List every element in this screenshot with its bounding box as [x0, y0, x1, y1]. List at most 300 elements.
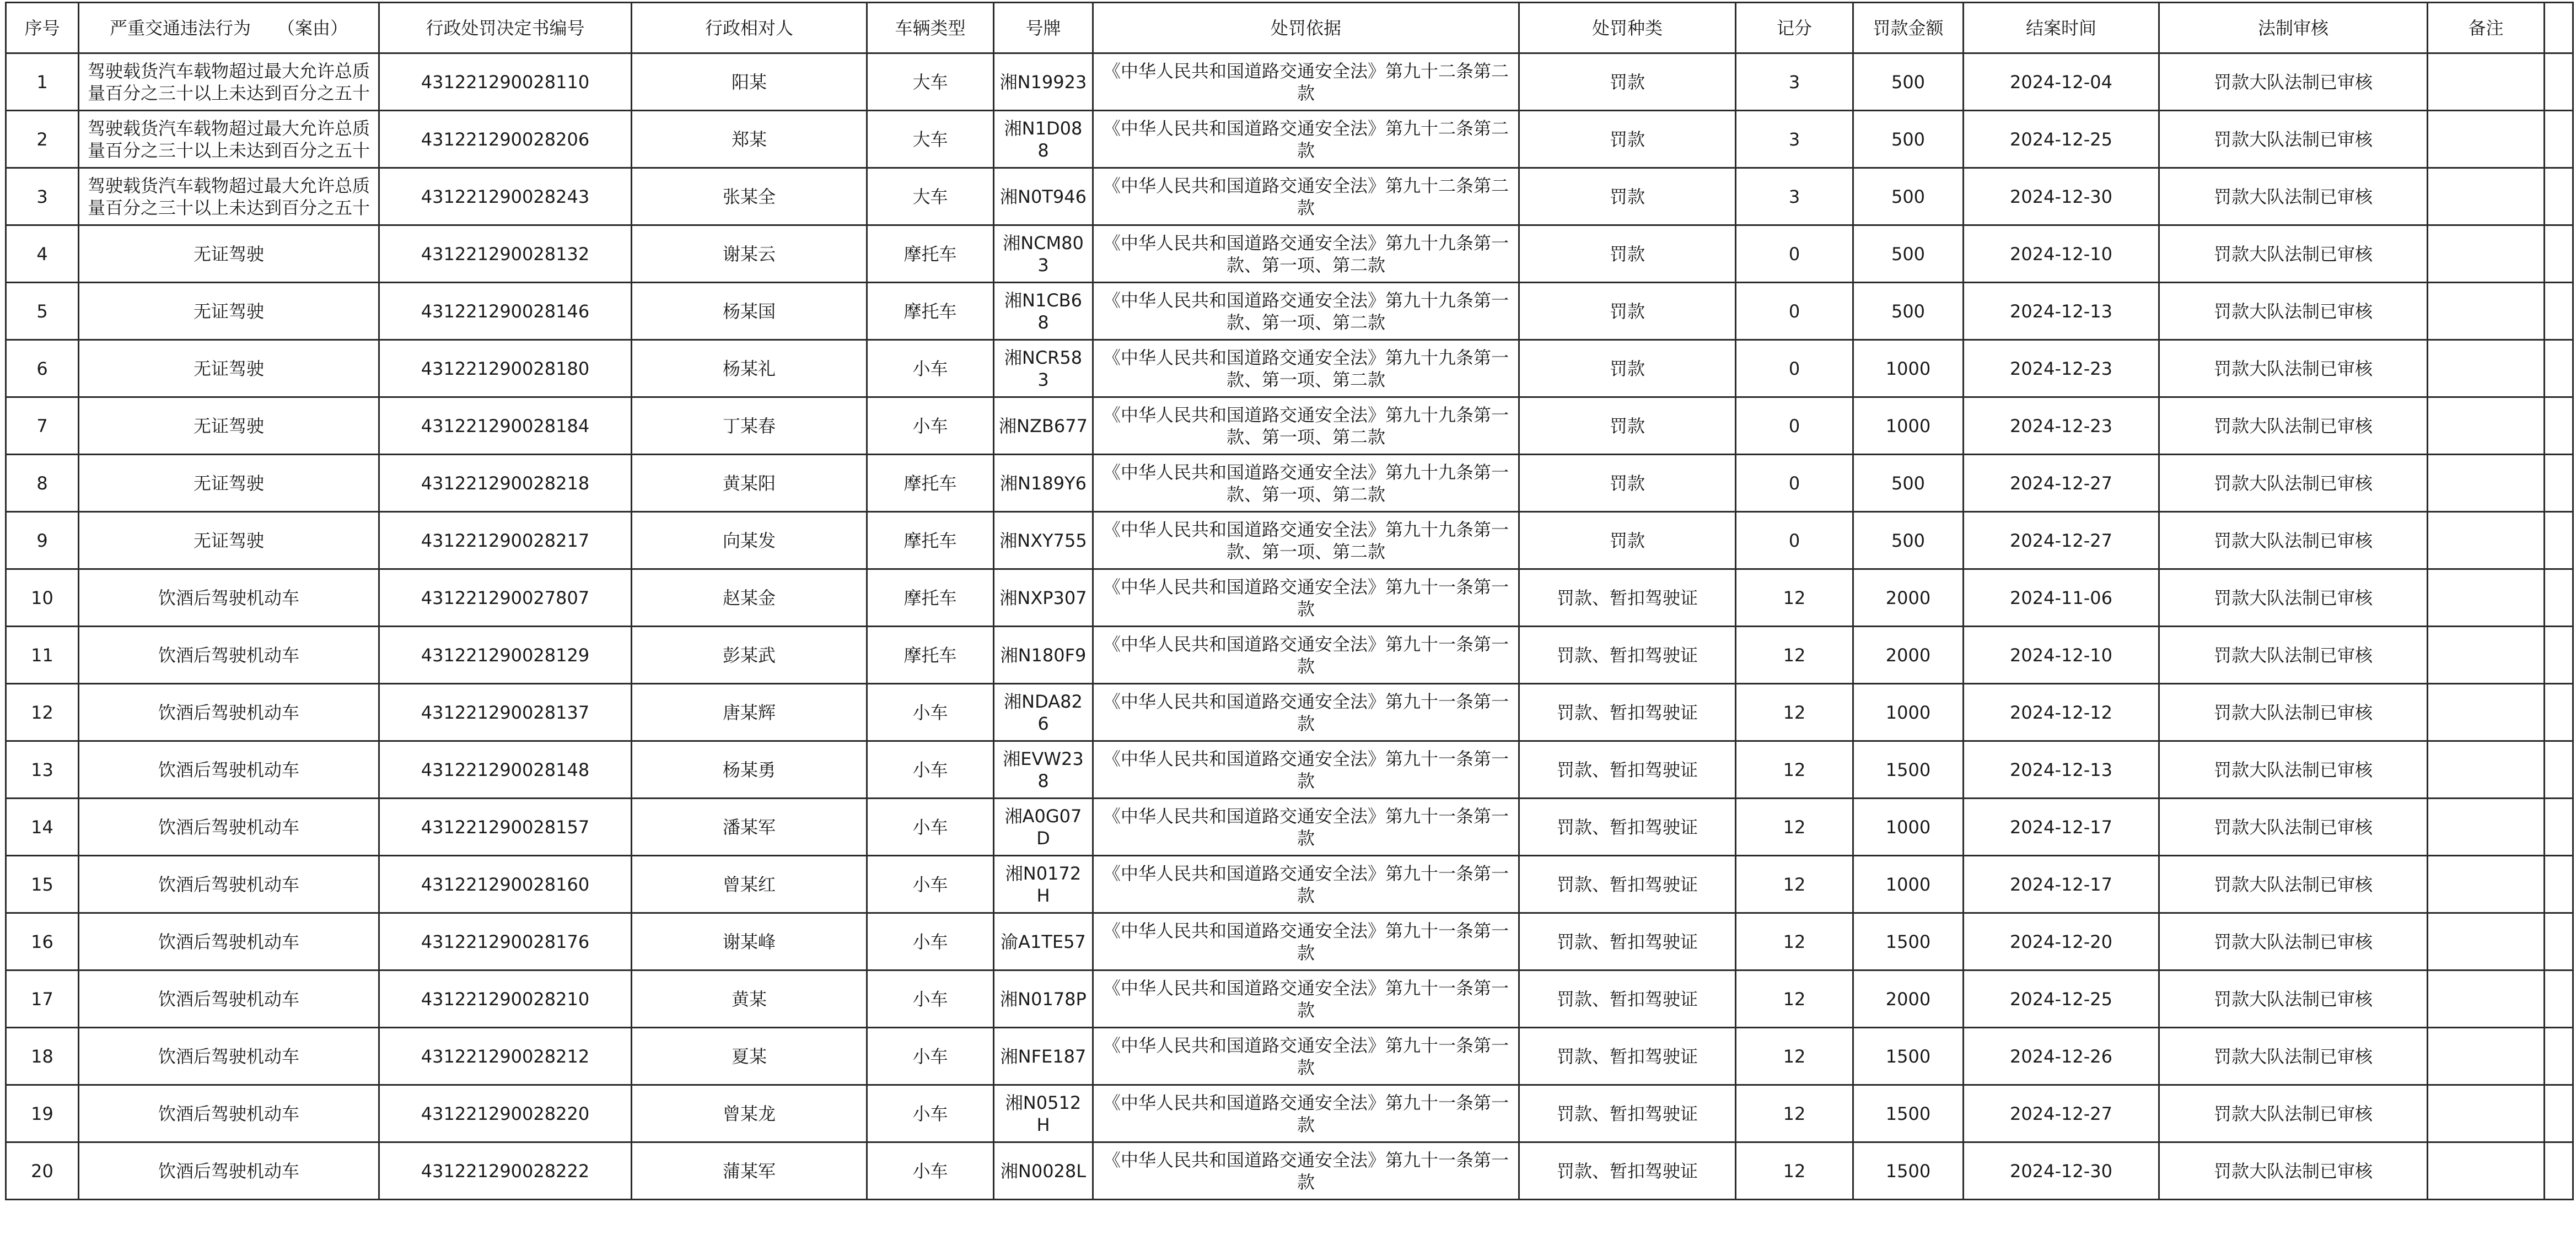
- cell-basis[interactable]: [1093, 971, 1519, 1028]
- cell-basis[interactable]: [1093, 283, 1519, 340]
- cell-seq[interactable]: [6, 340, 79, 397]
- cell-close-date[interactable]: [1964, 913, 2159, 971]
- cell-penalty[interactable]: [1519, 569, 1736, 627]
- cell-reason[interactable]: [79, 283, 379, 340]
- cell-review[interactable]: [2159, 1142, 2428, 1200]
- cell-review[interactable]: [2159, 1085, 2428, 1142]
- cell-points[interactable]: [1736, 741, 1853, 799]
- cell-extra[interactable]: [2545, 53, 2573, 111]
- cell-points[interactable]: [1736, 971, 1853, 1028]
- cell-vehicle[interactable]: [867, 684, 994, 741]
- cell-fine[interactable]: [1853, 397, 1964, 455]
- cell-basis[interactable]: [1093, 1028, 1519, 1085]
- cell-remark[interactable]: [2428, 741, 2545, 799]
- cell-doc-no[interactable]: [379, 53, 632, 111]
- cell-doc-no[interactable]: [379, 168, 632, 225]
- cell-fine[interactable]: [1853, 53, 1964, 111]
- cell-doc-no[interactable]: [379, 111, 632, 168]
- header-extra[interactable]: [2545, 3, 2573, 53]
- cell-seq[interactable]: [6, 168, 79, 225]
- cell-seq[interactable]: [6, 971, 79, 1028]
- cell-doc-no[interactable]: [379, 1142, 632, 1200]
- cell-close-date[interactable]: [1964, 53, 2159, 111]
- cell-close-date[interactable]: [1964, 1142, 2159, 1200]
- cell-basis[interactable]: [1093, 684, 1519, 741]
- cell-plate[interactable]: [994, 1085, 1093, 1142]
- cell-extra[interactable]: [2545, 627, 2573, 684]
- cell-basis[interactable]: [1093, 1085, 1519, 1142]
- cell-close-date[interactable]: [1964, 741, 2159, 799]
- cell-reason[interactable]: [79, 1142, 379, 1200]
- cell-party[interactable]: [632, 856, 867, 913]
- cell-basis[interactable]: [1093, 397, 1519, 455]
- cell-penalty[interactable]: [1519, 53, 1736, 111]
- cell-seq[interactable]: [6, 455, 79, 512]
- cell-remark[interactable]: [2428, 283, 2545, 340]
- cell-fine[interactable]: [1853, 799, 1964, 856]
- cell-close-date[interactable]: [1964, 283, 2159, 340]
- cell-review[interactable]: [2159, 569, 2428, 627]
- cell-doc-no[interactable]: [379, 569, 632, 627]
- cell-reason[interactable]: [79, 569, 379, 627]
- cell-seq[interactable]: [6, 684, 79, 741]
- cell-reason[interactable]: [79, 168, 379, 225]
- cell-remark[interactable]: [2428, 856, 2545, 913]
- cell-plate[interactable]: [994, 971, 1093, 1028]
- cell-penalty[interactable]: [1519, 741, 1736, 799]
- header-party[interactable]: 行政相对人: [632, 3, 867, 53]
- cell-vehicle[interactable]: [867, 225, 994, 283]
- cell-reason[interactable]: [79, 512, 379, 569]
- cell-party[interactable]: [632, 111, 867, 168]
- cell-plate[interactable]: [994, 569, 1093, 627]
- cell-vehicle-text: 摩托车: [904, 644, 957, 666]
- cell-basis[interactable]: [1093, 111, 1519, 168]
- cell-penalty[interactable]: [1519, 799, 1736, 856]
- cell-seq[interactable]: [6, 741, 79, 799]
- cell-extra[interactable]: [2545, 168, 2573, 225]
- cell-party[interactable]: [632, 913, 867, 971]
- header-fine[interactable]: 罚款金额: [1853, 3, 1964, 53]
- cell-penalty[interactable]: [1519, 1142, 1736, 1200]
- cell-seq[interactable]: [6, 512, 79, 569]
- cell-seq[interactable]: [6, 627, 79, 684]
- cell-doc-no[interactable]: [379, 1028, 632, 1085]
- cell-party[interactable]: [632, 684, 867, 741]
- cell-fine[interactable]: [1853, 111, 1964, 168]
- cell-points[interactable]: [1736, 1142, 1853, 1200]
- cell-penalty[interactable]: [1519, 225, 1736, 283]
- cell-basis[interactable]: [1093, 569, 1519, 627]
- cell-review[interactable]: [2159, 741, 2428, 799]
- cell-close-date[interactable]: [1964, 1028, 2159, 1085]
- cell-basis[interactable]: [1093, 627, 1519, 684]
- cell-party[interactable]: [632, 1085, 867, 1142]
- cell-close-date[interactable]: [1964, 340, 2159, 397]
- cell-points[interactable]: [1736, 627, 1853, 684]
- cell-vehicle[interactable]: [867, 799, 994, 856]
- cell-plate[interactable]: [994, 913, 1093, 971]
- cell-fine[interactable]: [1853, 225, 1964, 283]
- cell-review[interactable]: [2159, 168, 2428, 225]
- cell-seq[interactable]: [6, 799, 79, 856]
- cell-fine[interactable]: [1853, 971, 1964, 1028]
- cell-basis[interactable]: [1093, 225, 1519, 283]
- cell-remark[interactable]: [2428, 799, 2545, 856]
- cell-review[interactable]: [2159, 397, 2428, 455]
- cell-basis[interactable]: [1093, 340, 1519, 397]
- cell-review[interactable]: [2159, 1028, 2428, 1085]
- cell-remark[interactable]: [2428, 1085, 2545, 1142]
- cell-points[interactable]: [1736, 1028, 1853, 1085]
- cell-seq[interactable]: [6, 53, 79, 111]
- cell-vehicle[interactable]: [867, 627, 994, 684]
- header-plate[interactable]: 号牌: [994, 3, 1093, 53]
- header-vehicle[interactable]: 车辆类型: [867, 3, 994, 53]
- cell-review[interactable]: [2159, 627, 2428, 684]
- cell-reason[interactable]: [79, 53, 379, 111]
- cell-plate[interactable]: [994, 283, 1093, 340]
- header-seq[interactable]: 序号: [6, 3, 79, 53]
- cell-reason[interactable]: [79, 1028, 379, 1085]
- cell-basis[interactable]: [1093, 168, 1519, 225]
- cell-extra[interactable]: [2545, 225, 2573, 283]
- cell-basis[interactable]: [1093, 1142, 1519, 1200]
- cell-plate[interactable]: [994, 799, 1093, 856]
- cell-plate[interactable]: [994, 455, 1093, 512]
- cell-fine[interactable]: [1853, 168, 1964, 225]
- cell-remark[interactable]: [2428, 111, 2545, 168]
- cell-close-date[interactable]: [1964, 455, 2159, 512]
- cell-remark[interactable]: [2428, 340, 2545, 397]
- cell-vehicle[interactable]: [867, 569, 994, 627]
- cell-reason[interactable]: [79, 397, 379, 455]
- header-reason[interactable]: 严重交通违法行为 （案由）: [79, 3, 379, 53]
- cell-fine[interactable]: [1853, 684, 1964, 741]
- cell-plate[interactable]: [994, 1142, 1093, 1200]
- cell-close-date[interactable]: [1964, 1085, 2159, 1142]
- cell-close-date[interactable]: [1964, 856, 2159, 913]
- header-review[interactable]: 法制审核: [2159, 3, 2428, 53]
- cell-penalty[interactable]: [1519, 340, 1736, 397]
- cell-points[interactable]: [1736, 53, 1853, 111]
- cell-close-date[interactable]: [1964, 627, 2159, 684]
- cell-fine[interactable]: [1853, 1085, 1964, 1142]
- cell-remark[interactable]: [2428, 512, 2545, 569]
- cell-close-date[interactable]: [1964, 569, 2159, 627]
- cell-seq[interactable]: [6, 225, 79, 283]
- cell-doc-no[interactable]: [379, 913, 632, 971]
- header-basis[interactable]: 处罚依据: [1093, 3, 1519, 53]
- cell-vehicle[interactable]: [867, 741, 994, 799]
- cell-vehicle[interactable]: [867, 1028, 994, 1085]
- cell-plate[interactable]: [994, 397, 1093, 455]
- cell-vehicle[interactable]: [867, 168, 994, 225]
- cell-close-date[interactable]: [1964, 225, 2159, 283]
- cell-vehicle[interactable]: [867, 1142, 994, 1200]
- cell-seq[interactable]: [6, 913, 79, 971]
- cell-plate[interactable]: [994, 684, 1093, 741]
- cell-review[interactable]: [2159, 684, 2428, 741]
- cell-extra[interactable]: [2545, 913, 2573, 971]
- cell-seq[interactable]: [6, 1085, 79, 1142]
- cell-fine[interactable]: [1853, 283, 1964, 340]
- cell-reason[interactable]: [79, 1085, 379, 1142]
- cell-party[interactable]: [632, 53, 867, 111]
- cell-vehicle[interactable]: [867, 111, 994, 168]
- cell-doc-no[interactable]: [379, 684, 632, 741]
- cell-remark[interactable]: [2428, 971, 2545, 1028]
- cell-extra[interactable]: [2545, 1085, 2573, 1142]
- cell-extra[interactable]: [2545, 111, 2573, 168]
- cell-party[interactable]: [632, 512, 867, 569]
- cell-basis[interactable]: [1093, 741, 1519, 799]
- cell-remark[interactable]: [2428, 684, 2545, 741]
- cell-plate[interactable]: [994, 512, 1093, 569]
- cell-doc-no[interactable]: [379, 627, 632, 684]
- cell-basis[interactable]: [1093, 856, 1519, 913]
- cell-penalty[interactable]: [1519, 856, 1736, 913]
- cell-extra[interactable]: [2545, 397, 2573, 455]
- cell-penalty[interactable]: [1519, 397, 1736, 455]
- cell-penalty[interactable]: [1519, 684, 1736, 741]
- cell-close-date[interactable]: [1964, 397, 2159, 455]
- cell-review[interactable]: [2159, 340, 2428, 397]
- cell-reason[interactable]: [79, 340, 379, 397]
- cell-vehicle[interactable]: [867, 283, 994, 340]
- cell-party[interactable]: [632, 455, 867, 512]
- cell-points[interactable]: [1736, 512, 1853, 569]
- cell-vehicle[interactable]: [867, 971, 994, 1028]
- cell-extra[interactable]: [2545, 856, 2573, 913]
- cell-plate-text: 湘N0T946: [1000, 186, 1087, 207]
- cell-seq[interactable]: [6, 856, 79, 913]
- cell-review[interactable]: [2159, 53, 2428, 111]
- cell-extra[interactable]: [2545, 455, 2573, 512]
- cell-close-date[interactable]: [1964, 971, 2159, 1028]
- cell-vehicle[interactable]: [867, 340, 994, 397]
- cell-seq[interactable]: [6, 1028, 79, 1085]
- cell-doc-no[interactable]: [379, 225, 632, 283]
- cell-vehicle[interactable]: [867, 856, 994, 913]
- cell-seq[interactable]: [6, 569, 79, 627]
- header-penalty[interactable]: 处罚种类: [1519, 3, 1736, 53]
- cell-doc-no[interactable]: [379, 512, 632, 569]
- cell-vehicle[interactable]: [867, 913, 994, 971]
- cell-reason[interactable]: [79, 913, 379, 971]
- cell-review[interactable]: [2159, 111, 2428, 168]
- cell-penalty[interactable]: [1519, 111, 1736, 168]
- cell-fine-text: 1000: [1885, 415, 1931, 436]
- cell-reason[interactable]: [79, 225, 379, 283]
- cell-fine[interactable]: [1853, 569, 1964, 627]
- cell-reason[interactable]: [79, 741, 379, 799]
- cell-remark[interactable]: [2428, 1142, 2545, 1200]
- cell-points[interactable]: [1736, 168, 1853, 225]
- cell-points[interactable]: [1736, 1085, 1853, 1142]
- cell-plate[interactable]: [994, 856, 1093, 913]
- cell-party[interactable]: [632, 168, 867, 225]
- cell-points[interactable]: [1736, 799, 1853, 856]
- cell-close-date[interactable]: [1964, 111, 2159, 168]
- cell-party[interactable]: [632, 225, 867, 283]
- cell-seq[interactable]: [6, 1142, 79, 1200]
- cell-plate[interactable]: [994, 1028, 1093, 1085]
- header-doc-no[interactable]: 行政处罚决定书编号: [379, 3, 632, 53]
- header-points[interactable]: 记分: [1736, 3, 1853, 53]
- cell-doc-no[interactable]: [379, 340, 632, 397]
- cell-doc-no[interactable]: [379, 283, 632, 340]
- cell-party[interactable]: [632, 627, 867, 684]
- cell-review[interactable]: [2159, 971, 2428, 1028]
- cell-reason[interactable]: [79, 455, 379, 512]
- cell-extra[interactable]: [2545, 283, 2573, 340]
- cell-points[interactable]: [1736, 340, 1853, 397]
- cell-fine[interactable]: [1853, 340, 1964, 397]
- cell-plate[interactable]: [994, 53, 1093, 111]
- cell-points[interactable]: [1736, 569, 1853, 627]
- cell-basis[interactable]: [1093, 53, 1519, 111]
- cell-plate[interactable]: [994, 627, 1093, 684]
- cell-penalty[interactable]: [1519, 1028, 1736, 1085]
- cell-doc-no[interactable]: [379, 971, 632, 1028]
- cell-review[interactable]: [2159, 799, 2428, 856]
- cell-party[interactable]: [632, 741, 867, 799]
- cell-remark[interactable]: [2428, 168, 2545, 225]
- cell-points[interactable]: [1736, 111, 1853, 168]
- cell-close-date[interactable]: [1964, 512, 2159, 569]
- cell-review[interactable]: [2159, 913, 2428, 971]
- cell-seq[interactable]: [6, 397, 79, 455]
- cell-penalty[interactable]: [1519, 1085, 1736, 1142]
- cell-close-date[interactable]: [1964, 168, 2159, 225]
- cell-seq[interactable]: [6, 111, 79, 168]
- cell-doc-no[interactable]: [379, 397, 632, 455]
- cell-points[interactable]: [1736, 283, 1853, 340]
- cell-plate[interactable]: [994, 741, 1093, 799]
- cell-reason[interactable]: [79, 627, 379, 684]
- cell-doc-no[interactable]: [379, 455, 632, 512]
- cell-remark[interactable]: [2428, 53, 2545, 111]
- cell-extra[interactable]: [2545, 1028, 2573, 1085]
- cell-plate[interactable]: [994, 225, 1093, 283]
- cell-doc-no[interactable]: [379, 1085, 632, 1142]
- cell-extra[interactable]: [2545, 799, 2573, 856]
- cell-reason[interactable]: [79, 111, 379, 168]
- cell-penalty[interactable]: [1519, 283, 1736, 340]
- cell-extra[interactable]: [2545, 1142, 2573, 1200]
- cell-fine[interactable]: [1853, 455, 1964, 512]
- cell-points[interactable]: [1736, 397, 1853, 455]
- cell-penalty-text: 罚款、暂扣驾驶证: [1556, 874, 1698, 895]
- cell-remark[interactable]: [2428, 569, 2545, 627]
- cell-review[interactable]: [2159, 283, 2428, 340]
- cell-party[interactable]: [632, 569, 867, 627]
- cell-remark[interactable]: [2428, 225, 2545, 283]
- cell-penalty[interactable]: [1519, 913, 1736, 971]
- cell-basis[interactable]: [1093, 512, 1519, 569]
- cell-remark[interactable]: [2428, 627, 2545, 684]
- cell-remark[interactable]: [2428, 455, 2545, 512]
- cell-fine[interactable]: [1853, 741, 1964, 799]
- header-remark[interactable]: 备注: [2428, 3, 2545, 53]
- cell-plate[interactable]: [994, 340, 1093, 397]
- cell-remark[interactable]: [2428, 913, 2545, 971]
- cell-basis[interactable]: [1093, 455, 1519, 512]
- cell-party[interactable]: [632, 971, 867, 1028]
- cell-plate[interactable]: [994, 111, 1093, 168]
- cell-extra[interactable]: [2545, 512, 2573, 569]
- cell-vehicle[interactable]: [867, 397, 994, 455]
- cell-vehicle[interactable]: [867, 1085, 994, 1142]
- cell-fine[interactable]: [1853, 913, 1964, 971]
- cell-penalty[interactable]: [1519, 168, 1736, 225]
- cell-vehicle[interactable]: [867, 53, 994, 111]
- cell-doc-no[interactable]: [379, 799, 632, 856]
- cell-remark[interactable]: [2428, 1028, 2545, 1085]
- cell-basis[interactable]: [1093, 913, 1519, 971]
- cell-penalty[interactable]: [1519, 627, 1736, 684]
- cell-penalty[interactable]: [1519, 971, 1736, 1028]
- cell-penalty[interactable]: [1519, 455, 1736, 512]
- cell-fine[interactable]: [1853, 512, 1964, 569]
- cell-vehicle[interactable]: [867, 455, 994, 512]
- cell-reason[interactable]: [79, 684, 379, 741]
- cell-close-date[interactable]: [1964, 684, 2159, 741]
- cell-reason[interactable]: [79, 856, 379, 913]
- cell-party[interactable]: [632, 397, 867, 455]
- cell-review[interactable]: [2159, 512, 2428, 569]
- cell-party[interactable]: [632, 799, 867, 856]
- header-close-date[interactable]: 结案时间: [1964, 3, 2159, 53]
- cell-review[interactable]: [2159, 856, 2428, 913]
- cell-party[interactable]: [632, 1142, 867, 1200]
- cell-reason[interactable]: [79, 971, 379, 1028]
- cell-reason[interactable]: [79, 799, 379, 856]
- cell-points[interactable]: [1736, 225, 1853, 283]
- cell-points[interactable]: [1736, 856, 1853, 913]
- cell-fine[interactable]: [1853, 1028, 1964, 1085]
- cell-party[interactable]: [632, 283, 867, 340]
- table-row: [6, 168, 2573, 225]
- cell-extra[interactable]: [2545, 569, 2573, 627]
- cell-extra[interactable]: [2545, 684, 2573, 741]
- cell-fine[interactable]: [1853, 856, 1964, 913]
- cell-party[interactable]: [632, 340, 867, 397]
- cell-basis[interactable]: [1093, 799, 1519, 856]
- cell-review-text: 罚款大队法制已审核: [2213, 1160, 2373, 1182]
- cell-points[interactable]: [1736, 913, 1853, 971]
- cell-plate[interactable]: [994, 168, 1093, 225]
- cell-fine[interactable]: [1853, 1142, 1964, 1200]
- cell-remark[interactable]: [2428, 397, 2545, 455]
- cell-extra[interactable]: [2545, 741, 2573, 799]
- cell-seq[interactable]: [6, 283, 79, 340]
- cell-extra[interactable]: [2545, 340, 2573, 397]
- cell-points[interactable]: [1736, 684, 1853, 741]
- cell-vehicle[interactable]: [867, 512, 994, 569]
- cell-review[interactable]: [2159, 225, 2428, 283]
- cell-party[interactable]: [632, 1028, 867, 1085]
- cell-extra[interactable]: [2545, 971, 2573, 1028]
- cell-close-date[interactable]: [1964, 799, 2159, 856]
- cell-fine[interactable]: [1853, 627, 1964, 684]
- cell-points[interactable]: [1736, 455, 1853, 512]
- cell-doc-no[interactable]: [379, 856, 632, 913]
- cell-doc-no[interactable]: [379, 741, 632, 799]
- cell-penalty[interactable]: [1519, 512, 1736, 569]
- cell-review[interactable]: [2159, 455, 2428, 512]
